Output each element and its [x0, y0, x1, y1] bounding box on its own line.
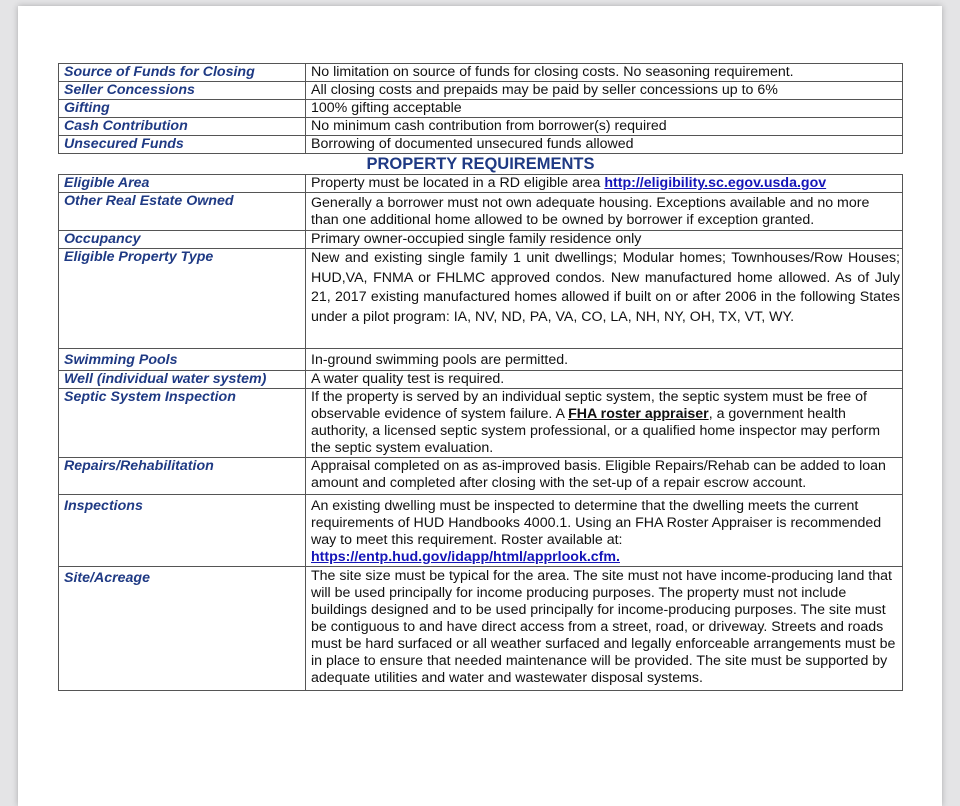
row-label: Gifting: [59, 100, 306, 118]
row-text: An existing dwelling must be inspected to determine that the dwelling meets the current requirements of HUD Handbooks 4000.1. Using an FHA Roster Appraiser is recommended way to meet this requirement. Roster available at:: [311, 498, 882, 548]
fha-roster-appraiser-link[interactable]: FHA roster appraiser: [568, 406, 709, 422]
row-value: No minimum cash contribution from borrower(s) required: [306, 118, 903, 136]
row-label: Unsecured Funds: [59, 136, 306, 154]
requirements-table: [58, 63, 903, 691]
table-row: [59, 100, 903, 118]
table-row: [59, 249, 903, 349]
table-row: [59, 193, 903, 231]
roster-link[interactable]: https://entp.hud.gov/idapp/html/apprlook.cfm.: [311, 549, 620, 565]
table-row: [59, 349, 903, 371]
row-value: New and existing single family 1 unit dwellings; Modular homes; Townhouses/Row Houses; HUD,VA, FNMA or FHLMC approved condos. New manufactured home allowed. As of July 21, 2017 existing manufactured homes allowed if built on or after 2006 in the following States under a pilot program: IA, NV, ND, PA, VA, CO, LA, NH, NY, OH, TX, VT, WY.: [306, 249, 903, 349]
row-value: 100% gifting acceptable: [306, 100, 903, 118]
row-label: Source of Funds for Closing: [59, 64, 306, 82]
row-value: The site size must be typical for the area. The site must not have income-producing land that will be used principally for income producing purposes. The property must not include buildings designed and to be used principally for income-producing purposes. The site must be contiguous to and have direct access from a street, road, or driveway. Streets and roads must be hard surfaced or all weather surfaced and legally enforceable arrangements must be in place to ensure that needed maintenance will be provided. The site must be supported by adequate utilities and water and wastewater disposal systems.: [306, 567, 903, 691]
document-page: [18, 6, 942, 806]
row-label: Other Real Estate Owned: [59, 193, 306, 231]
row-label: Occupancy: [59, 231, 306, 249]
row-value: All closing costs and prepaids may be paid by seller concessions up to 6%: [306, 82, 903, 100]
row-label: Repairs/Rehabilitation: [59, 458, 306, 495]
row-value: [306, 495, 903, 567]
row-text: Property must be located in a RD eligible area: [311, 175, 605, 191]
table-row: [59, 371, 903, 389]
row-text: , a government health authority, a licensed septic system professional, or a qualified home inspector may perform the septic system evaluation.: [311, 406, 881, 456]
table-row: [59, 136, 903, 154]
row-text: If the property is served by an individual septic system, the septic system must be free of observable evidence of system failure. A: [311, 389, 867, 422]
row-label: Site/Acreage: [59, 567, 306, 691]
table-row: [59, 118, 903, 136]
table-row: [59, 495, 903, 567]
row-label: Eligible Property Type: [59, 249, 306, 349]
row-value: [306, 389, 903, 458]
row-value: Generally a borrower must not own adequate housing. Exceptions available and no more than one additional home allowed to be owned by borrower if exception granted.: [306, 193, 903, 231]
table-row: [59, 458, 903, 495]
row-value: Borrowing of documented unsecured funds allowed: [306, 136, 903, 154]
eligibility-link[interactable]: http://eligibility.sc.egov.usda.gov: [604, 175, 827, 191]
section-header-row: [59, 154, 903, 175]
table-row: [59, 389, 903, 458]
section-title: PROPERTY REQUIREMENTS: [366, 155, 595, 173]
table-row: [59, 82, 903, 100]
row-label: Inspections: [59, 495, 306, 567]
row-label: Seller Concessions: [59, 82, 306, 100]
row-value: A water quality test is required.: [306, 371, 903, 389]
row-label: Cash Contribution: [59, 118, 306, 136]
row-label: Well (individual water system): [59, 371, 306, 389]
row-label: Swimming Pools: [59, 349, 306, 371]
row-value: Appraisal completed on as as-improved basis. Eligible Repairs/Rehab can be added to loan amount and completed after closing with the set-up of a repair escrow account.: [306, 458, 903, 495]
table-row: [59, 567, 903, 691]
row-value: Primary owner-occupied single family residence only: [306, 231, 903, 249]
row-label: Eligible Area: [59, 175, 306, 193]
row-label: Septic System Inspection: [59, 389, 306, 458]
row-value: No limitation on source of funds for closing costs. No seasoning requirement.: [306, 64, 903, 82]
table-row: [59, 64, 903, 82]
table-row: [59, 231, 903, 249]
row-value: In-ground swimming pools are permitted.: [306, 349, 903, 371]
row-value: [306, 175, 903, 193]
table-row: [59, 175, 903, 193]
